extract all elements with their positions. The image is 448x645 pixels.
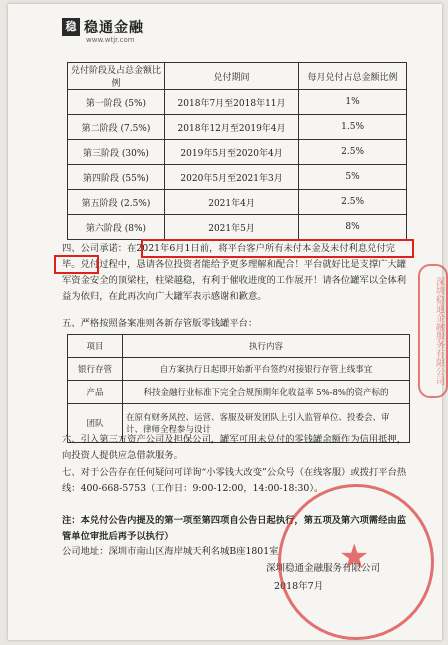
section-6: 六、引入第三方资产公司及担保公司，罐军可用未兑付的零钱罐余额作为信用抵押，向投资人提供应急借款服务。: [62, 434, 406, 461]
company-address: 公司地址：深圳市南山区海岸城天利名城B座1801室: [62, 546, 279, 557]
note: 注：本兑付公告内提及的第一项至第四项自公告日起执行，第五项及第六项需经由监管单位审批后再予以执行）: [62, 515, 406, 542]
table-cell: 在原有财务风控、运营、客服及研发团队上引入监管单位、投委会、审计、律师全程参与设计: [123, 404, 410, 443]
table-row: [68, 358, 410, 381]
table-row: [68, 115, 407, 140]
section-4-body: 兑付过程中，恳请各位投资者能给予更多理解和配合！平台就好比是支撑广大罐军资金安全的顶梁柱，柱梁越稳，有利于催收进度的工作展开！请各位罐军以全体利益为依归，在此再次向广大罐军表示感谢和歉意。: [62, 259, 407, 302]
table-cell: 5%: [299, 165, 407, 190]
platform-table: [67, 334, 410, 443]
table-cell: 2019年5月至2020年4月: [164, 140, 298, 165]
table-cell: 2.5%: [299, 190, 407, 215]
commitment-highlight-line2: 付完毕。: [62, 243, 396, 270]
company-signature: 深圳稳通金融服务有限公司: [266, 563, 381, 574]
table-row: [68, 165, 407, 190]
table-cell: 第六阶段 (8%): [68, 215, 165, 240]
table-cell: 2018年7月至2018年11月: [164, 90, 298, 115]
col-header: 项目: [68, 335, 123, 358]
table-row: [68, 215, 407, 240]
logo-icon: 稳: [62, 18, 80, 36]
commitment-highlight-line1: 在2021年6月1日前，将平台客户所有未付本金及未付利息兑: [127, 243, 377, 254]
table-cell: 自方案执行日起即开始新平台签约对接银行存管上线事宜: [123, 358, 410, 381]
table-cell: 科技金融行业标准下完全合规预期年化收益率 5%-8%的资产标的: [123, 381, 410, 404]
highlight-box: [54, 255, 99, 274]
seal-star-icon: ★: [339, 537, 370, 577]
document-date: 2018年7月: [274, 581, 324, 592]
highlight-box: [141, 239, 414, 258]
letterhead: [62, 12, 182, 52]
table-cell: 第一阶段 (5%): [68, 90, 165, 115]
table-cell: 1%: [299, 90, 407, 115]
table-cell: 1.5%: [299, 115, 407, 140]
table-row: [68, 190, 407, 215]
side-seal: 深圳稳通金融服务有限公司: [418, 264, 448, 398]
section-7: 七、对于公告存在任何疑问可详询“小零钱大改变”公众号（在线客服）或拨打平台热线：400-668-5753（工作日：9:00-12:00，14:00-18:30）。: [62, 467, 407, 494]
table-cell: 第四阶段 (55%): [68, 165, 165, 190]
table-cell: 2021年5月: [164, 215, 298, 240]
document-page: [8, 4, 442, 640]
table-cell: 产品: [68, 381, 123, 404]
col-header: 执行内容: [123, 335, 410, 358]
table-cell: 2021年4月: [164, 190, 298, 215]
table-cell: 银行存管: [68, 358, 123, 381]
logo-url: www.wtjr.com: [86, 36, 135, 44]
section-4-prefix: 四、公司承诺：: [62, 243, 128, 254]
table-cell: 第三阶段 (30%): [68, 140, 165, 165]
table-header-row: [68, 63, 407, 90]
col-header: 每月兑付占总金额比例: [299, 63, 407, 90]
table-cell: 2020年5月至2021年3月: [164, 165, 298, 190]
section-5-title: 五、严格按照备案准则各新存管版零钱罐平台：: [62, 318, 258, 329]
table-cell: 第二阶段 (7.5%): [68, 115, 165, 140]
table-cell: 8%: [299, 215, 407, 240]
company-seal: [278, 484, 434, 640]
col-header: 兑付期间: [164, 63, 298, 90]
table-row: [68, 90, 407, 115]
table-row: [68, 381, 410, 404]
table-row: [68, 140, 407, 165]
col-header: 兑付阶段及占总金额比例: [68, 63, 165, 90]
table-cell: 2.5%: [299, 140, 407, 165]
table-cell: 团队: [68, 404, 123, 443]
logo-name: 稳通金融: [84, 20, 144, 36]
table-cell: 第五阶段 (2.5%): [68, 190, 165, 215]
table-header-row: [68, 335, 410, 358]
schedule-table: [67, 62, 407, 240]
table-cell: 2018年12月至2019年4月: [164, 115, 298, 140]
